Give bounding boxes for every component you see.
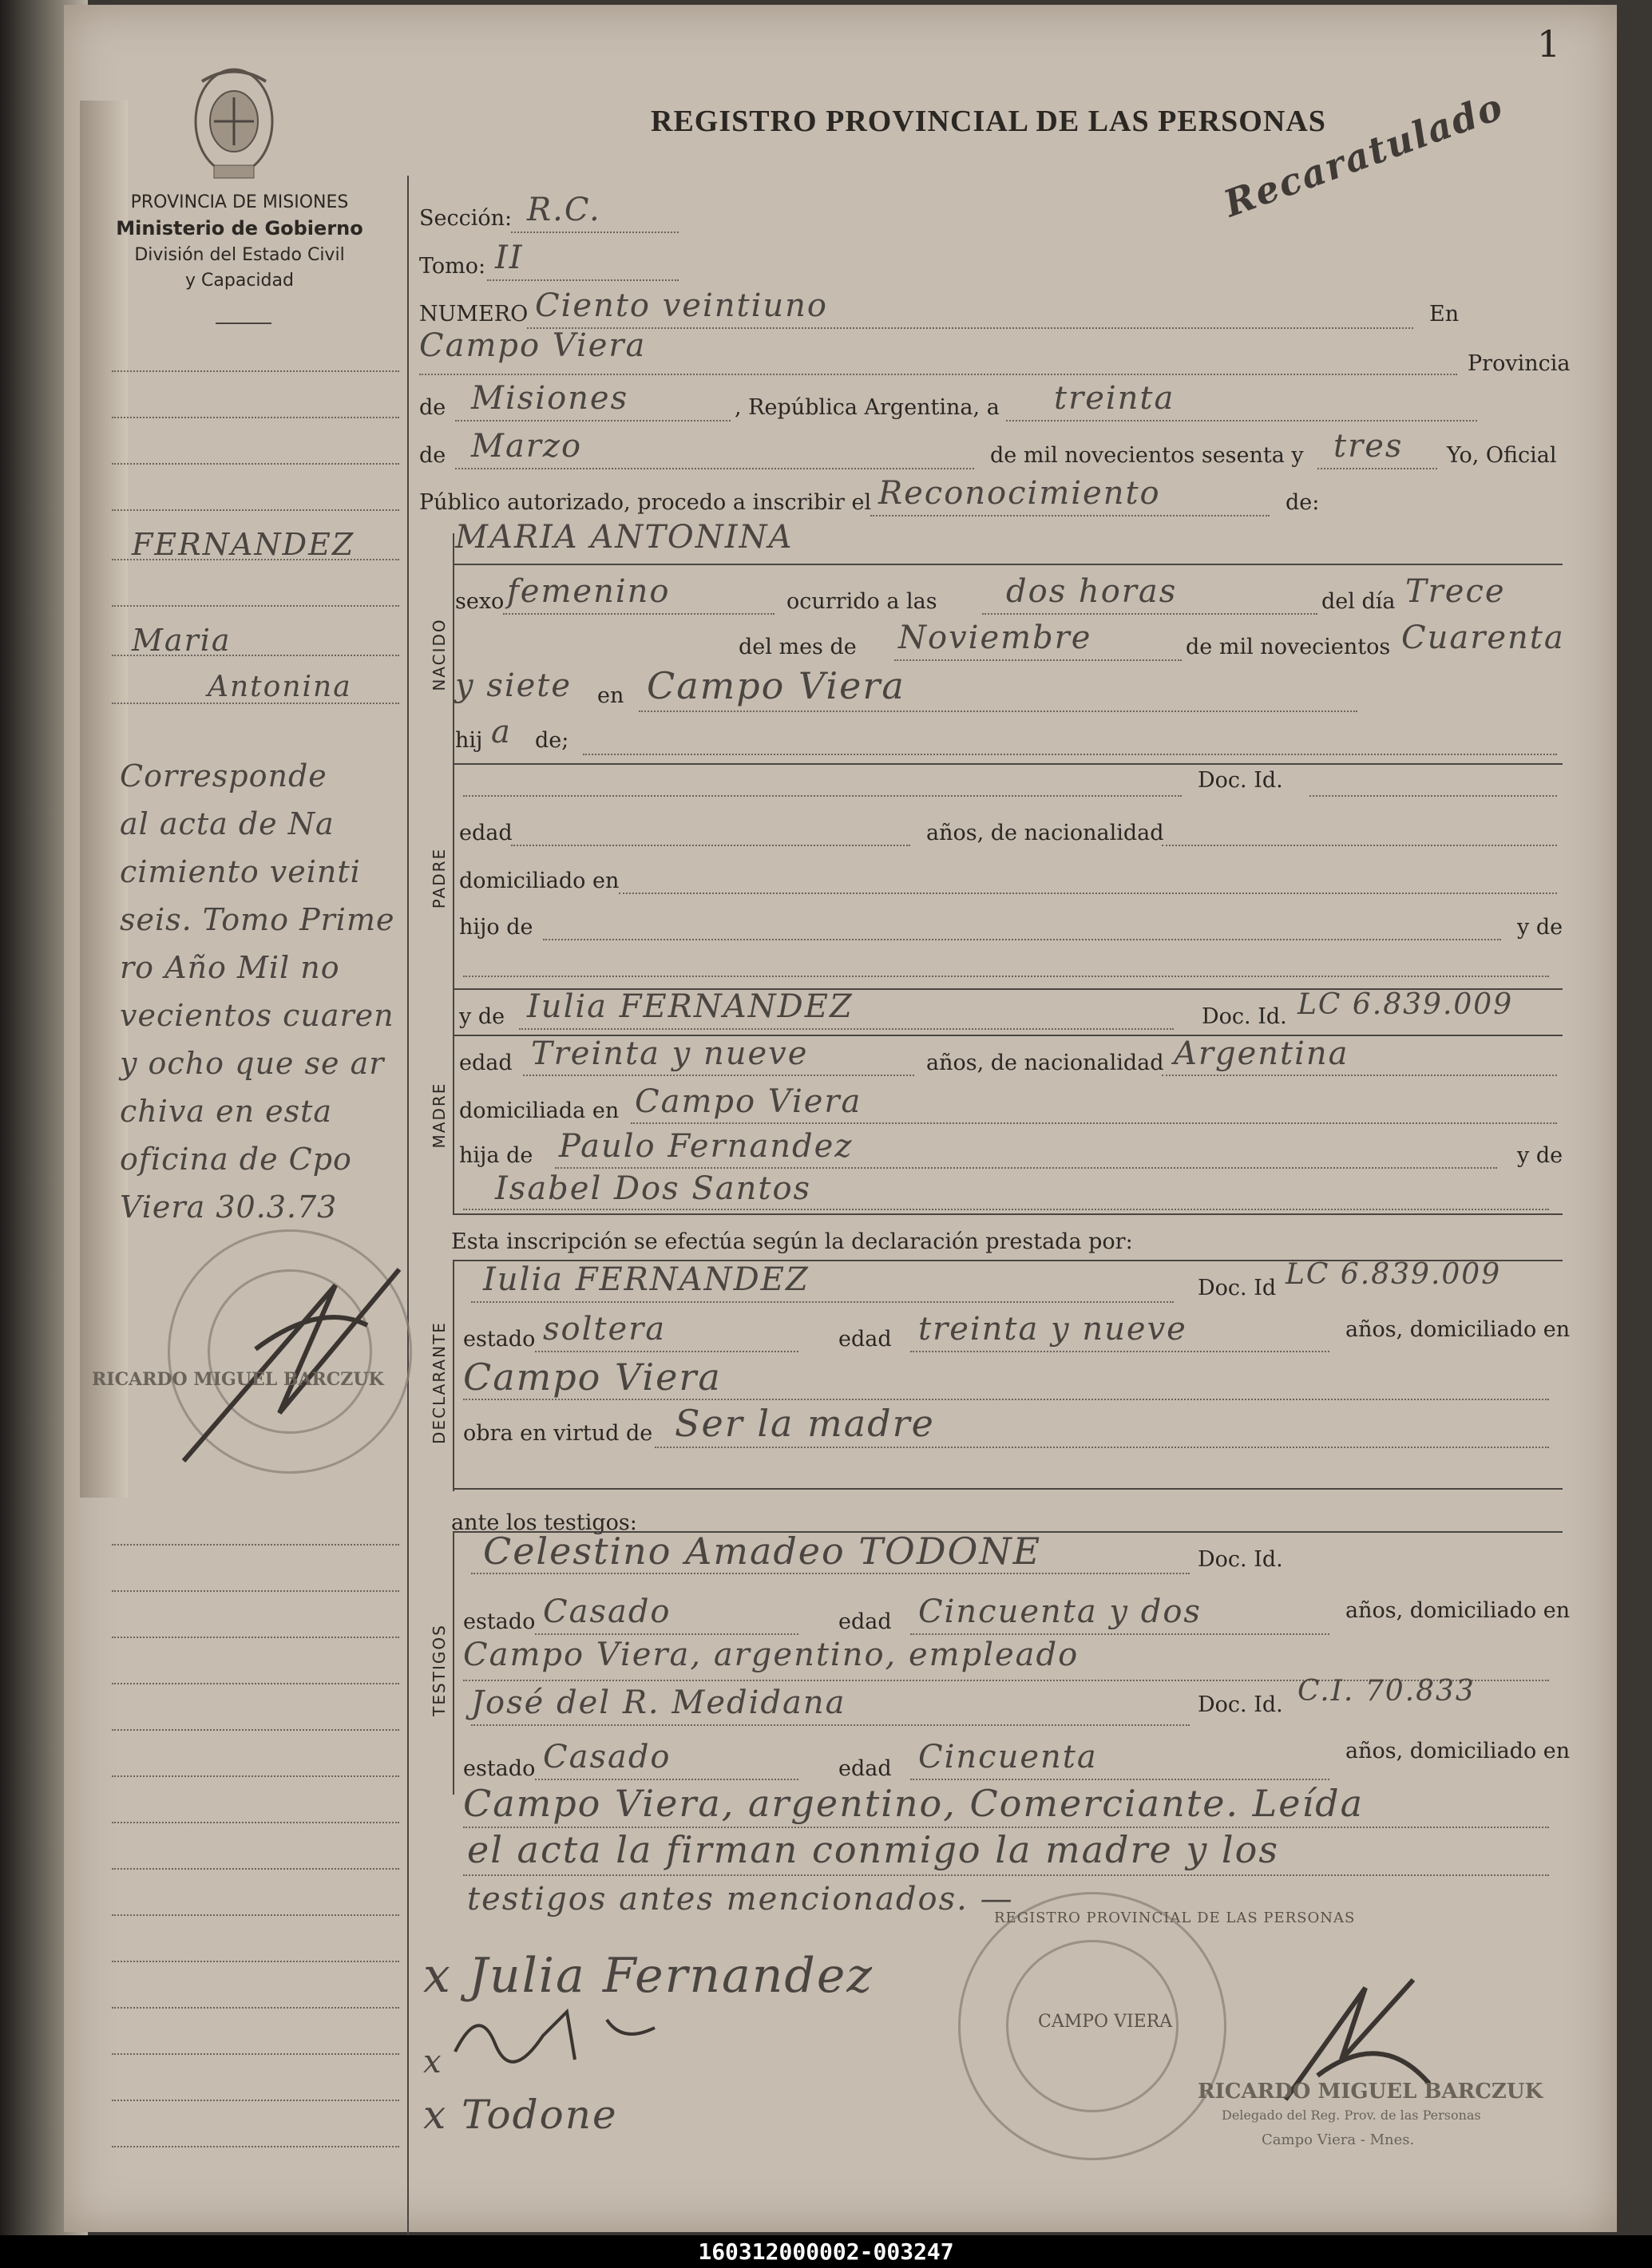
- madre-padre-value: Paulo Fernandez: [559, 1128, 854, 1165]
- testigo1-estado-value: Casado: [543, 1593, 671, 1630]
- official-stamp-line2: Campo Viera - Mnes.: [1262, 2131, 1415, 2148]
- declarante-domiciliado-label: años, domiciliado en: [1345, 1317, 1571, 1342]
- en-label: En: [1429, 302, 1460, 327]
- label-testigos: TESTIGOS: [430, 1624, 449, 1716]
- seccion-label: Sección:: [419, 206, 513, 231]
- madre-yde2-label: y de: [1517, 1143, 1563, 1168]
- testigo2-docid-value: C.I. 70.833: [1297, 1675, 1476, 1708]
- margin-nombre1: Maria: [132, 623, 232, 658]
- padre-domiciliado-label: domiciliado en: [459, 869, 620, 893]
- de-colon-label: de:: [1286, 490, 1320, 515]
- tomo-value: II: [495, 239, 524, 276]
- testigo2-estado-value: Casado: [543, 1739, 671, 1775]
- cierre-linea1: el acta la firman conmigo la madre y los: [467, 1828, 1279, 1871]
- testigo1-estado-label: estado: [463, 1609, 536, 1634]
- stamp-ring-text: REGISTRO PROVINCIAL DE LAS PERSONAS: [994, 1910, 1356, 1926]
- padre-hijo-label: hijo de: [459, 915, 533, 940]
- mil-nacido-label: de mil novecientos: [1186, 635, 1391, 659]
- declarante-intro: Esta inscripción se efectúa según la declaración prestada por:: [451, 1229, 1133, 1254]
- mes-label: del mes de: [739, 635, 857, 659]
- hij-de-label: de;: [535, 728, 569, 753]
- label-padre: PADRE: [430, 847, 449, 909]
- margin-apellido: FERNANDEZ: [132, 527, 355, 562]
- declarante-edad-label: edad: [838, 1327, 892, 1352]
- mes-value: Marzo: [471, 428, 583, 465]
- madre-edad-label: edad: [459, 1051, 513, 1075]
- padre-nacionalidad-label: años, de nacionalidad: [926, 821, 1164, 845]
- numero-label: NUMERO: [419, 302, 529, 327]
- barcode-strip: [0, 2235, 1652, 2268]
- declarante-rule: [453, 1260, 454, 1491]
- nacido-nombre: MARIA ANTONINA: [455, 519, 794, 556]
- provincial-crest-icon: [190, 65, 278, 185]
- diagonal-annotation: Recaratulado: [1218, 84, 1510, 226]
- madre-rule: [453, 988, 454, 1213]
- anio-value: tres: [1333, 428, 1404, 465]
- madre-domicilio-value: Campo Viera: [635, 1083, 862, 1120]
- document-title: REGISTRO PROVINCIAL DE LAS PERSONAS: [651, 105, 1326, 138]
- provincia-label: Provincia: [1468, 351, 1571, 376]
- anio-nacido-value1: Cuarenta: [1401, 619, 1565, 656]
- label-declarante: DECLARANTE: [430, 1321, 449, 1444]
- margin-note-line: vecientos cuaren: [120, 998, 394, 1033]
- declarante-domicilio-value: Campo Viera: [463, 1356, 722, 1399]
- testigo1-domicilio-value: Campo Viera, argentino, empleado: [463, 1637, 1080, 1673]
- margin-note-line: Corresponde: [120, 758, 327, 794]
- declarante-obra-label: obra en virtud de: [463, 1421, 653, 1446]
- testigos-intro: ante los testigos:: [451, 1510, 637, 1535]
- testigo2-edad-label: edad: [838, 1756, 892, 1781]
- official-stamp-line1: Delegado del Reg. Prov. de las Personas: [1222, 2108, 1481, 2123]
- cierre-linea2: testigos antes mencionados. —: [467, 1881, 1014, 1918]
- testigo1-domiciliado-label: años, domiciliado en: [1345, 1598, 1571, 1623]
- padre-docid-label: Doc. Id.: [1198, 768, 1283, 793]
- sexo-label: sexo: [455, 589, 505, 614]
- de-label: de: [419, 395, 446, 420]
- numero-value: Ciento veintiuno: [535, 287, 828, 324]
- testigos-rule: [453, 1531, 454, 1795]
- ministry-block: [104, 190, 375, 294]
- testigo2-nombre: José del R. Medidana: [471, 1684, 846, 1721]
- margin-note-line: al acta de Na: [120, 806, 335, 841]
- page-number: 1: [1537, 22, 1561, 65]
- dia-nacido-value: Trece: [1405, 573, 1506, 610]
- yo-oficial-label: Yo, Oficial: [1447, 443, 1557, 468]
- republica-label: , República Argentina, a: [735, 395, 1000, 420]
- signature-testigo1-mark: x: [423, 2044, 443, 2080]
- ministry-line3: División del Estado Civil: [134, 245, 345, 265]
- declarante-obra-value: Ser la madre: [675, 1402, 935, 1445]
- margin-note-line: y ocho que se ar: [120, 1046, 385, 1081]
- sexo-value: femenino: [507, 573, 671, 610]
- mil-label: de mil novecientos sesenta y: [990, 443, 1304, 468]
- testigo1-nombre: Celestino Amadeo TODONE: [483, 1530, 1042, 1573]
- official-stamp-name: RICARDO MIGUEL BARCZUK: [1198, 2080, 1543, 2104]
- margin-note-line: chiva en esta: [120, 1094, 333, 1129]
- ministry-line4: y Capacidad: [185, 271, 294, 291]
- ministry-line2: Ministerio de Gobierno: [116, 217, 363, 239]
- madre-edad-value: Treinta y nueve: [531, 1035, 809, 1072]
- margin-note-line: Viera 30.3.73: [120, 1189, 338, 1225]
- declarante-docid-value: LC 6.839.009: [1286, 1258, 1502, 1291]
- margin-stamp-name: RICARDO MIGUEL BARCZUK: [92, 1369, 384, 1390]
- lugar-value: Campo Viera: [419, 327, 647, 364]
- label-nacido: NACIDO: [430, 618, 449, 691]
- madre-hija-label: hija de: [459, 1143, 533, 1168]
- signature-madre: x Julia Fernandez: [423, 1948, 874, 2004]
- padre-edad-label: edad: [459, 821, 513, 845]
- dia-value: treinta: [1054, 380, 1175, 417]
- hora-value: dos horas: [1006, 573, 1178, 610]
- en-nacido-label: en: [597, 683, 624, 708]
- testigo2-docid-label: Doc. Id.: [1198, 1692, 1283, 1717]
- stamp-center-text: CAMPO VIERA: [1038, 2012, 1173, 2032]
- margin-note-line: ro Año Mil no: [120, 950, 340, 985]
- anio-nacido-value2: y siete: [455, 667, 572, 704]
- madre-domiciliada-label: domiciliada en: [459, 1098, 620, 1123]
- lugar-nacido-value: Campo Viera: [647, 664, 905, 707]
- madre-docid-value: LC 6.839.009: [1297, 988, 1514, 1021]
- madre-yde-label: y de: [459, 1004, 505, 1029]
- ministry-line1: PROVINCIA DE MISIONES: [130, 192, 349, 212]
- margin-note-line: seis. Tomo Prime: [120, 902, 395, 937]
- publico-label: Público autorizado, procedo a inscribir el: [419, 490, 872, 515]
- hij-label: hij: [455, 728, 483, 753]
- mes-nacido-value: Noviembre: [898, 619, 1092, 656]
- seccion-value: R.C.: [527, 192, 601, 228]
- declarante-edad-value: treinta y nueve: [918, 1311, 1187, 1348]
- testigo2-domicilio-value: Campo Viera, argentino, Comerciante. Leída: [463, 1782, 1365, 1825]
- left-page-stub: [80, 101, 128, 1498]
- testigo1-docid-label: Doc. Id.: [1198, 1547, 1283, 1572]
- margin-nombre2: Antonina: [208, 671, 352, 703]
- ocurrido-label: ocurrido a las: [786, 589, 937, 614]
- margin-note-line: oficina de Cpo: [120, 1142, 352, 1177]
- margin-note-line: cimiento veinti: [120, 854, 361, 889]
- testigo2-domiciliado-label: años, domiciliado en: [1345, 1739, 1571, 1763]
- testigo2-estado-label: estado: [463, 1756, 536, 1781]
- ministry-divider: [216, 323, 271, 324]
- provincia-value: Misiones: [471, 380, 629, 417]
- madre-nacionalidad-label: años, de nacionalidad: [926, 1051, 1164, 1075]
- declarante-nombre: Iulia FERNANDEZ: [483, 1261, 810, 1298]
- testigo1-edad-value: Cincuenta y dos: [918, 1593, 1202, 1630]
- signature-testigo1: [447, 1996, 687, 2084]
- hij-value: a: [491, 714, 512, 750]
- barcode-number: 160312000002-003247: [698, 2238, 954, 2265]
- madre-madre-value: Isabel Dos Santos: [495, 1170, 812, 1207]
- madre-nombre: Iulia FERNANDEZ: [527, 988, 854, 1025]
- declarante-estado-label: estado: [463, 1327, 536, 1352]
- madre-docid-label: Doc. Id.: [1202, 1004, 1287, 1029]
- testigo1-edad-label: edad: [838, 1609, 892, 1634]
- tomo-label: Tomo:: [419, 254, 486, 279]
- declarante-estado-value: soltera: [543, 1311, 667, 1348]
- testigo2-edad-value: Cincuenta: [918, 1739, 1098, 1775]
- label-madre: MADRE: [430, 1082, 449, 1149]
- padre-yde-label: y de: [1517, 915, 1563, 940]
- declarante-docid-label: Doc. Id: [1198, 1276, 1277, 1300]
- madre-nacionalidad-value: Argentina: [1174, 1035, 1349, 1072]
- margin-rule: [407, 176, 409, 2235]
- acto-value: Reconocimiento: [878, 475, 1161, 512]
- signature-testigo2: x Todone: [423, 2092, 618, 2138]
- de-mes-label: de: [419, 443, 446, 468]
- dia-label: del día: [1321, 589, 1396, 614]
